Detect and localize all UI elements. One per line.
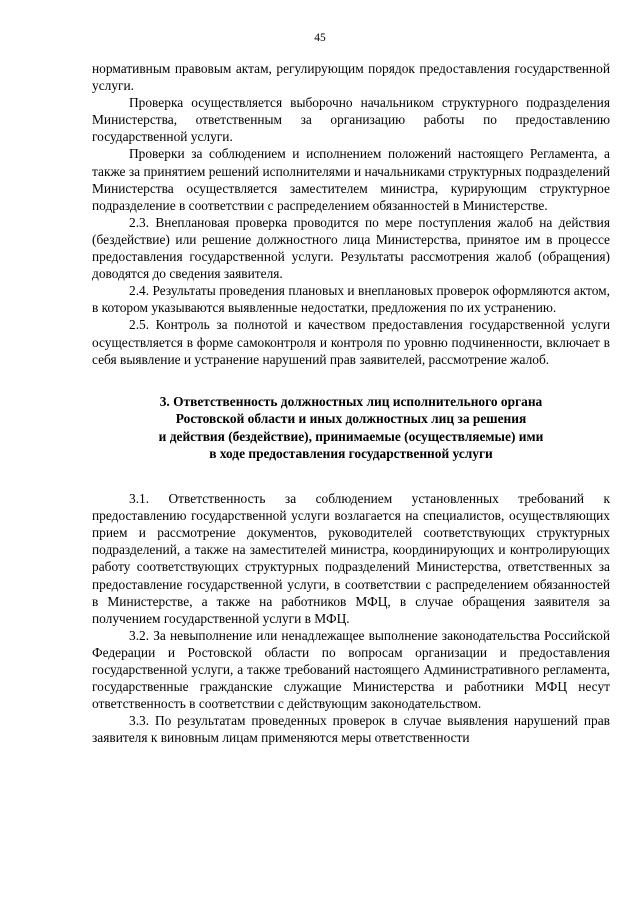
paragraph: 2.3. Внеплановая проверка проводится по мере поступления жалоб на действия (бездействие) или решение должностного лица Министерства, принятое им в процессе предоставления государственной услуги. Результаты рассмотрения жалоб (обращения) доводятся до сведения заявителя. — [92, 214, 610, 282]
paragraph: 3.2. За невыполнение или ненадлежащее выполнение законодательства Российской Федерации и Ростовской области по вопросам организации и предоставления государственной услуги, а также требований настоящего Административного регламента, государственные гражданские служащие Министерства и работники МФЦ несут ответственность в соответствии с действующим законодательством. — [92, 627, 610, 712]
page-number: 45 — [314, 32, 326, 44]
section-heading-line: и действия (бездействие), принимаемые (осуществляемые) ими — [158, 428, 544, 444]
paragraph: Проверка осуществляется выборочно начальником структурного подразделения Министерства, ответственным за организацию работы по предоставлению государственной услуги. — [92, 95, 610, 145]
section-heading-line: Ростовской области и иных должностных лиц за решения — [175, 411, 527, 427]
paragraph: 2.4. Результаты проведения плановых и внеплановых проверок оформляются актом, в котором указываются выявленные недостатки, предложения по их устранению. — [92, 283, 610, 316]
paragraph: нормативным правовым актам, регулирующим порядок предоставления государственной услуги. — [92, 61, 610, 94]
paragraph: Проверки за соблюдением и исполнением положений настоящего Регламента, а также за принятием решений исполнителями и начальниками структурных подразделений Министерства осуществляется заместителем министра, курирующим структурное подразделение в соответствии с распределением обязанностей в Министерстве. — [92, 146, 610, 213]
page-content — [92, 60, 610, 746]
paragraph: 2.5. Контроль за полнотой и качеством предоставления государственной услуги осуществляется в форме самоконтроля и контроля по уровню подчиненности, включает в себя выявление и устранение нарушений прав заявителей, рассмотрение жалоб. — [92, 317, 610, 367]
paragraph: 3.3. По результатам проведенных проверок в случае выявления нарушений прав заявителя к виновным лицам применяются меры ответственности — [92, 713, 610, 746]
paragraph: 3.1. Ответственность за соблюдением установленных требований к предоставлению государственной услуги возлагается на специалистов, осуществляющих прием и рассмотрение документов, руководителей соответствующих структурных подразделений, а также на заместителей министра, координирующих и контролирующих работу соответствующих структурных подразделений Министерства, ответственных за предоставление государственной услуги, в соответствии с распределением обязанностей в Министерстве, а также на работников МФЦ, в случае обращения заявителя за получением государственной услуги в МФЦ. — [92, 491, 610, 626]
section-heading-line: в ходе предоставления государственной услуги — [209, 446, 493, 462]
section-heading — [92, 393, 610, 463]
paragraphs-after-section — [92, 490, 610, 746]
section-heading-line: 3. Ответственность должностных лиц исполнительного органа — [159, 393, 543, 409]
paragraphs-before-section — [92, 60, 610, 368]
